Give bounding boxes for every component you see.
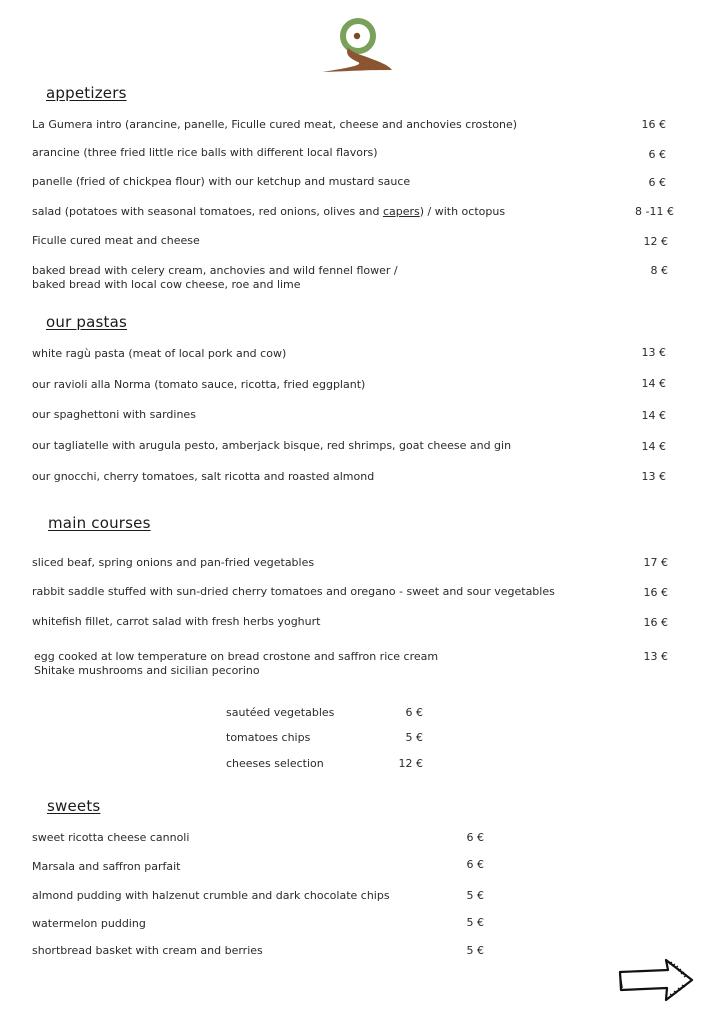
section-title-pastas: our pastas — [46, 313, 128, 331]
menu-item-price: 5 € — [466, 889, 484, 902]
menu-item: our spaghettoni with sardines — [32, 408, 196, 421]
logo — [318, 12, 398, 76]
side-item: tomatoes chips — [226, 731, 311, 744]
menu-item: arancine (three fried little rice balls with different local flavors) — [32, 146, 378, 159]
menu-item: almond pudding with halzenut crumble and dark chocolate chips — [32, 889, 390, 902]
menu-item-price: 14 € — [641, 409, 666, 422]
arrow-right-icon[interactable] — [616, 954, 698, 1006]
section-title-appetizers: appetizers — [46, 84, 127, 102]
menu-item: our ravioli alla Norma (tomato sauce, ricotta, fried eggplant) — [32, 378, 366, 391]
menu-item: sweet ricotta cheese cannoli — [32, 831, 190, 844]
menu-item-line2: baked bread with local cow cheese, roe and lime — [32, 278, 301, 291]
menu-item-price: 6 € — [466, 858, 484, 871]
menu-item-price: 16 € — [643, 586, 668, 599]
menu-item-price: 13 € — [643, 650, 668, 663]
menu-item-price: 13 € — [641, 470, 666, 483]
side-item-price: 12 € — [398, 757, 423, 770]
capers-link[interactable]: capers — [382, 205, 420, 218]
menu-item: white ragù pasta (meat of local pork and cow) — [32, 347, 287, 360]
menu-item-price: 5 € — [466, 944, 484, 957]
menu-item: Marsala and saffron parfait — [32, 860, 181, 873]
section-title-main-courses: main courses — [48, 514, 151, 532]
menu-item-price: 12 € — [643, 235, 668, 248]
menu-item: rabbit saddle stuffed with sun-dried cherry tomatoes and oregano - sweet and sour vegetables — [32, 585, 555, 598]
menu-item: our tagliatelle with arugula pesto, amberjack bisque, red shrimps, goat cheese and gin — [32, 439, 512, 452]
menu-item: sliced beaf, spring onions and pan-fried vegetables — [32, 556, 315, 569]
menu-item: watermelon pudding — [32, 917, 146, 930]
side-item: sautéed vegetables — [226, 706, 335, 719]
section-title-sweets: sweets — [47, 797, 101, 815]
menu-item-price: 16 € — [641, 118, 666, 131]
menu-item: panelle (fried of chickpea flour) with our ketchup and mustard sauce — [32, 175, 411, 188]
menu-item: La Gumera intro (arancine, panelle, Ficulle cured meat, cheese and anchovies crostone) — [32, 118, 518, 131]
menu-item: our gnocchi, cherry tomatoes, salt ricotta and roasted almond — [32, 470, 375, 483]
menu-item-price: 6 € — [648, 148, 666, 161]
menu-item: Ficulle cured meat and cheese — [32, 234, 200, 247]
menu-item-text: ) / with octopus — [419, 205, 506, 218]
menu-item: shortbread basket with cream and berries — [32, 944, 263, 957]
menu-item-price: 14 € — [641, 377, 666, 390]
menu-item — [32, 205, 505, 219]
menu-item-price: 8 € — [650, 264, 668, 277]
menu-item-text: salad (potatoes with seasonal tomatoes, red onions, olives and — [32, 205, 383, 218]
menu-item-price: 6 € — [648, 176, 666, 189]
side-item: cheeses selection — [226, 757, 324, 770]
menu-item-price: 14 € — [641, 440, 666, 453]
menu-item: whitefish fillet, carrot salad with fresh herbs yoghurt — [32, 615, 321, 628]
side-item-price: 5 € — [405, 731, 423, 744]
menu-item: egg cooked at low temperature on bread crostone and saffron rice cream — [34, 650, 439, 663]
menu-item-line2: Shitake mushrooms and sicilian pecorino — [34, 664, 260, 677]
menu-item-price: 13 € — [641, 346, 666, 359]
menu-item-price: 8 -11 € — [635, 205, 674, 218]
menu-item-price: 6 € — [466, 831, 484, 844]
menu-item-price: 17 € — [643, 556, 668, 569]
side-item-price: 6 € — [405, 706, 423, 719]
menu-item: baked bread with celery cream, anchovies and wild fennel flower / — [32, 264, 398, 277]
menu-item-price: 5 € — [466, 916, 484, 929]
menu-item-price: 16 € — [643, 616, 668, 629]
